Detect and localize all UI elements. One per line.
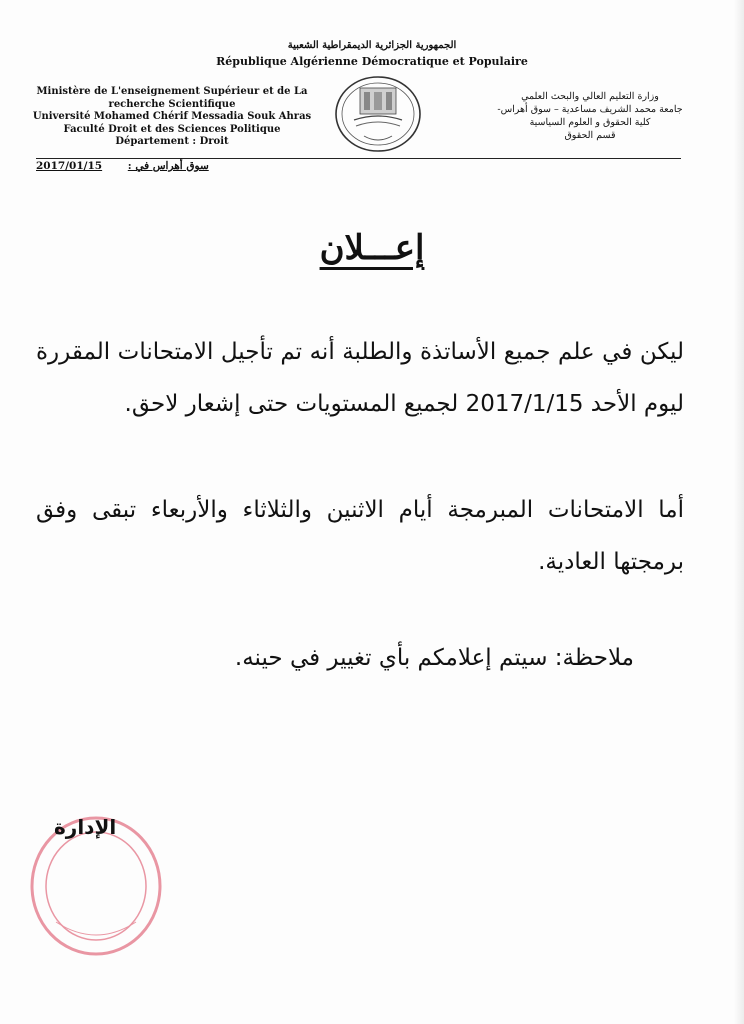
ar-line: جامعة محمد الشريف مساعدية – سوق أهراس- [497, 104, 683, 115]
republic-arabic: الجمهورية الجزائرية الديمقراطية الشعبية [287, 40, 457, 51]
paragraph-text: أما الامتحانات المبرمجة أيام الاثنين والثلاثاء والأربعاء تبقى وفق برمجتها العادية. [36, 497, 684, 575]
announcement-paragraph-2 [36, 484, 684, 588]
scan-edge [734, 0, 744, 1024]
ar-line: وزارة التعليم العالي والبحث العلمي [521, 91, 659, 102]
announcement-paragraph-1 [36, 326, 684, 430]
administration-signature: الإدارة [54, 815, 117, 839]
fr-line: Ministère de L'enseignement Supérieur et de La [36, 86, 308, 97]
date-row [36, 160, 216, 172]
institution-french [22, 86, 322, 149]
place-label: سوق أهراس في : [127, 160, 209, 172]
title-text: إعـــلان [319, 228, 425, 268]
announcement-note: ملاحظة: سيتم إعلامكم بأي تغيير في حينه. [234, 645, 634, 671]
ar-line: كلية الحقوق و العلوم السياسية [529, 117, 651, 128]
issue-date: 2017/01/15 [36, 160, 103, 172]
institution-arabic [490, 90, 690, 142]
republic-french: République Algérienne Démocratique et Populaire [216, 55, 528, 68]
announcement-title [0, 228, 744, 268]
fr-line: Département : Droit [115, 136, 229, 147]
paragraph-text: ليكن في علم جميع الأساتذة والطلبة أنه تم تأجيل الامتحانات المقررة ليوم الأحد 2017/1/15 لجميع المستويات حتى إشعار لاحق. [36, 339, 684, 417]
fr-line: Faculté Droit et des Sciences Politique [63, 123, 281, 135]
fr-line: recherche Scientifique [108, 98, 236, 110]
header-divider [36, 158, 681, 159]
university-logo [334, 74, 422, 154]
ar-line: قسم الحقوق [564, 130, 616, 141]
fr-line: Université Mohamed Chérif Messadia Souk Ahras [32, 111, 312, 122]
